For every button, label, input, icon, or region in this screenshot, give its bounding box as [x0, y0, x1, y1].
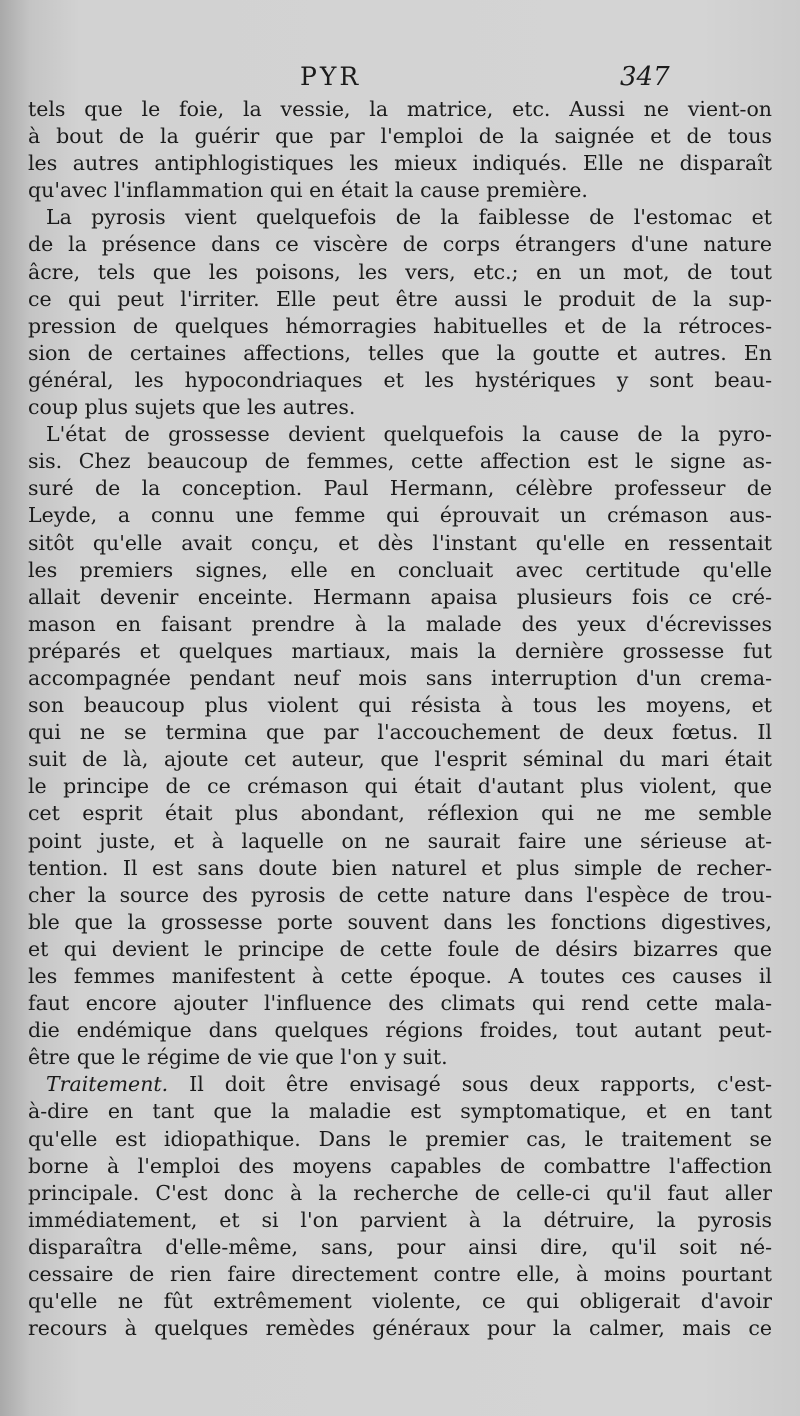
treatment-heading: Traitement. [46, 1072, 169, 1097]
text-line: cher la source des pyrosis de cette nature dans l'espèce de trou- [28, 882, 772, 907]
text-line: tels que le foie, la vessie, la matrice, etc. Aussi ne vient-on [28, 97, 772, 121]
page-header [0, 58, 800, 98]
text-line: L'état de grossesse devient quelquefois la cause de la pyro- [46, 422, 772, 447]
text-line: sis. Chez beaucoup de femmes, cette affection est le signe as- [28, 449, 772, 474]
text-line: pression de quelques hémorragies habituelles et de la rétroces- [28, 313, 772, 338]
text-line: die endémique dans quelques régions froides, tout autant peut- [28, 1018, 772, 1043]
text-line: à-dire en tant que la maladie est symptomatique, et en tant [28, 1099, 772, 1124]
text-line: La pyrosis vient quelquefois de la faiblesse de l'estomac et [46, 205, 772, 230]
running-head: PYR [300, 62, 362, 91]
text-line: préparés et quelques martiaux, mais la dernière grossesse fut [28, 638, 772, 663]
text-line: allait devenir enceinte. Hermann apaisa plusieurs fois ce cré- [28, 584, 772, 609]
text-line: âcre, tels que les poisons, les vers, etc.; en un mot, de tout [28, 259, 772, 284]
text-line: cet esprit était plus abondant, réflexion qui ne me semble [28, 801, 772, 826]
text-line: suré de la conception. Paul Hermann, célèbre professeur de [28, 476, 772, 501]
text-line: le principe de ce crémason qui était d'autant plus violent, que [28, 774, 772, 799]
text-line: cessaire de rien faire directement contre elle, à moins pourtant [28, 1262, 772, 1287]
text-line: suit de là, ajoute cet auteur, que l'esprit séminal du mari était [28, 747, 772, 772]
text-line: son beaucoup plus violent qui résista à tous les moyens, et [28, 693, 772, 718]
text-line: sitôt qu'elle avait conçu, et dès l'instant qu'elle en ressentait [28, 530, 772, 555]
text-line: coup plus sujets que les autres. [28, 395, 356, 420]
text-line: être que le régime de vie que l'on y suit. [28, 1045, 448, 1070]
text-line: mason en faisant prendre à la malade des yeux d'écrevisses [28, 611, 772, 636]
text-line: point juste, et à laquelle on ne saurait faire une sérieuse at- [28, 828, 772, 853]
text-line: général, les hypocondriaques et les hystériques y sont beau- [28, 367, 772, 392]
text-line: qu'elle ne fût extrêmement violente, ce qui obligerait d'avoir [28, 1289, 772, 1314]
text-line: sion de certaines affections, telles que la goutte et autres. En [28, 340, 772, 365]
text-line: tention. Il est sans doute bien naturel et plus simple de recher- [28, 855, 772, 880]
text-line: borne à l'emploi des moyens capables de combattre l'affection [28, 1153, 772, 1178]
text-line: à bout de la guérir que par l'emploi de la saignée et de tous [28, 124, 772, 149]
text-line: disparaîtra d'elle-même, sans, pour ainsi dire, qu'il soit né- [28, 1234, 772, 1259]
treatment-line-rest: Il doit être envisagé sous deux rapports, c'est- [168, 1072, 772, 1097]
text-line: ble que la grossesse porte souvent dans les fonctions digestives, [28, 909, 772, 934]
text-line: les premiers signes, elle en concluait avec certitude qu'elle [28, 557, 772, 582]
page-number: 347 [620, 62, 670, 92]
text-line: Leyde, a connu une femme qui éprouvait un crémason aus- [28, 503, 772, 528]
text-line: et qui devient le principe de cette foule de désirs bizarres que [28, 936, 772, 961]
text-line: ce qui peut l'irriter. Elle peut être aussi le produit de la sup- [28, 286, 772, 311]
text-line: accompagnée pendant neuf mois sans interruption d'un crema- [28, 665, 772, 690]
text-line: immédiatement, et si l'on parvient à la détruire, la pyrosis [28, 1207, 772, 1232]
text-line: qui ne se termina que par l'accouchement de deux fœtus. Il [28, 720, 772, 745]
text-line: faut encore ajouter l'influence des climats qui rend cette mala- [28, 991, 772, 1016]
text-line: de la présence dans ce viscère de corps étrangers d'une nature [28, 232, 772, 257]
text-line: les femmes manifestent à cette époque. A toutes ces causes il [28, 964, 772, 988]
text-line: recours à quelques remèdes généraux pour la calmer, mais ce [28, 1316, 772, 1341]
text-line: qu'elle est idiopathique. Dans le premier cas, le traitement se [28, 1126, 772, 1151]
text-line: les autres antiphlogistiques les mieux indiqués. Elle ne disparaît [28, 151, 772, 176]
text-line: qu'avec l'inflammation qui en était la cause première. [28, 178, 588, 203]
text-line-treatment [28, 1071, 772, 1098]
body-text [28, 96, 772, 1342]
text-line: principale. C'est donc à la recherche de celle-ci qu'il faut aller [28, 1180, 772, 1205]
